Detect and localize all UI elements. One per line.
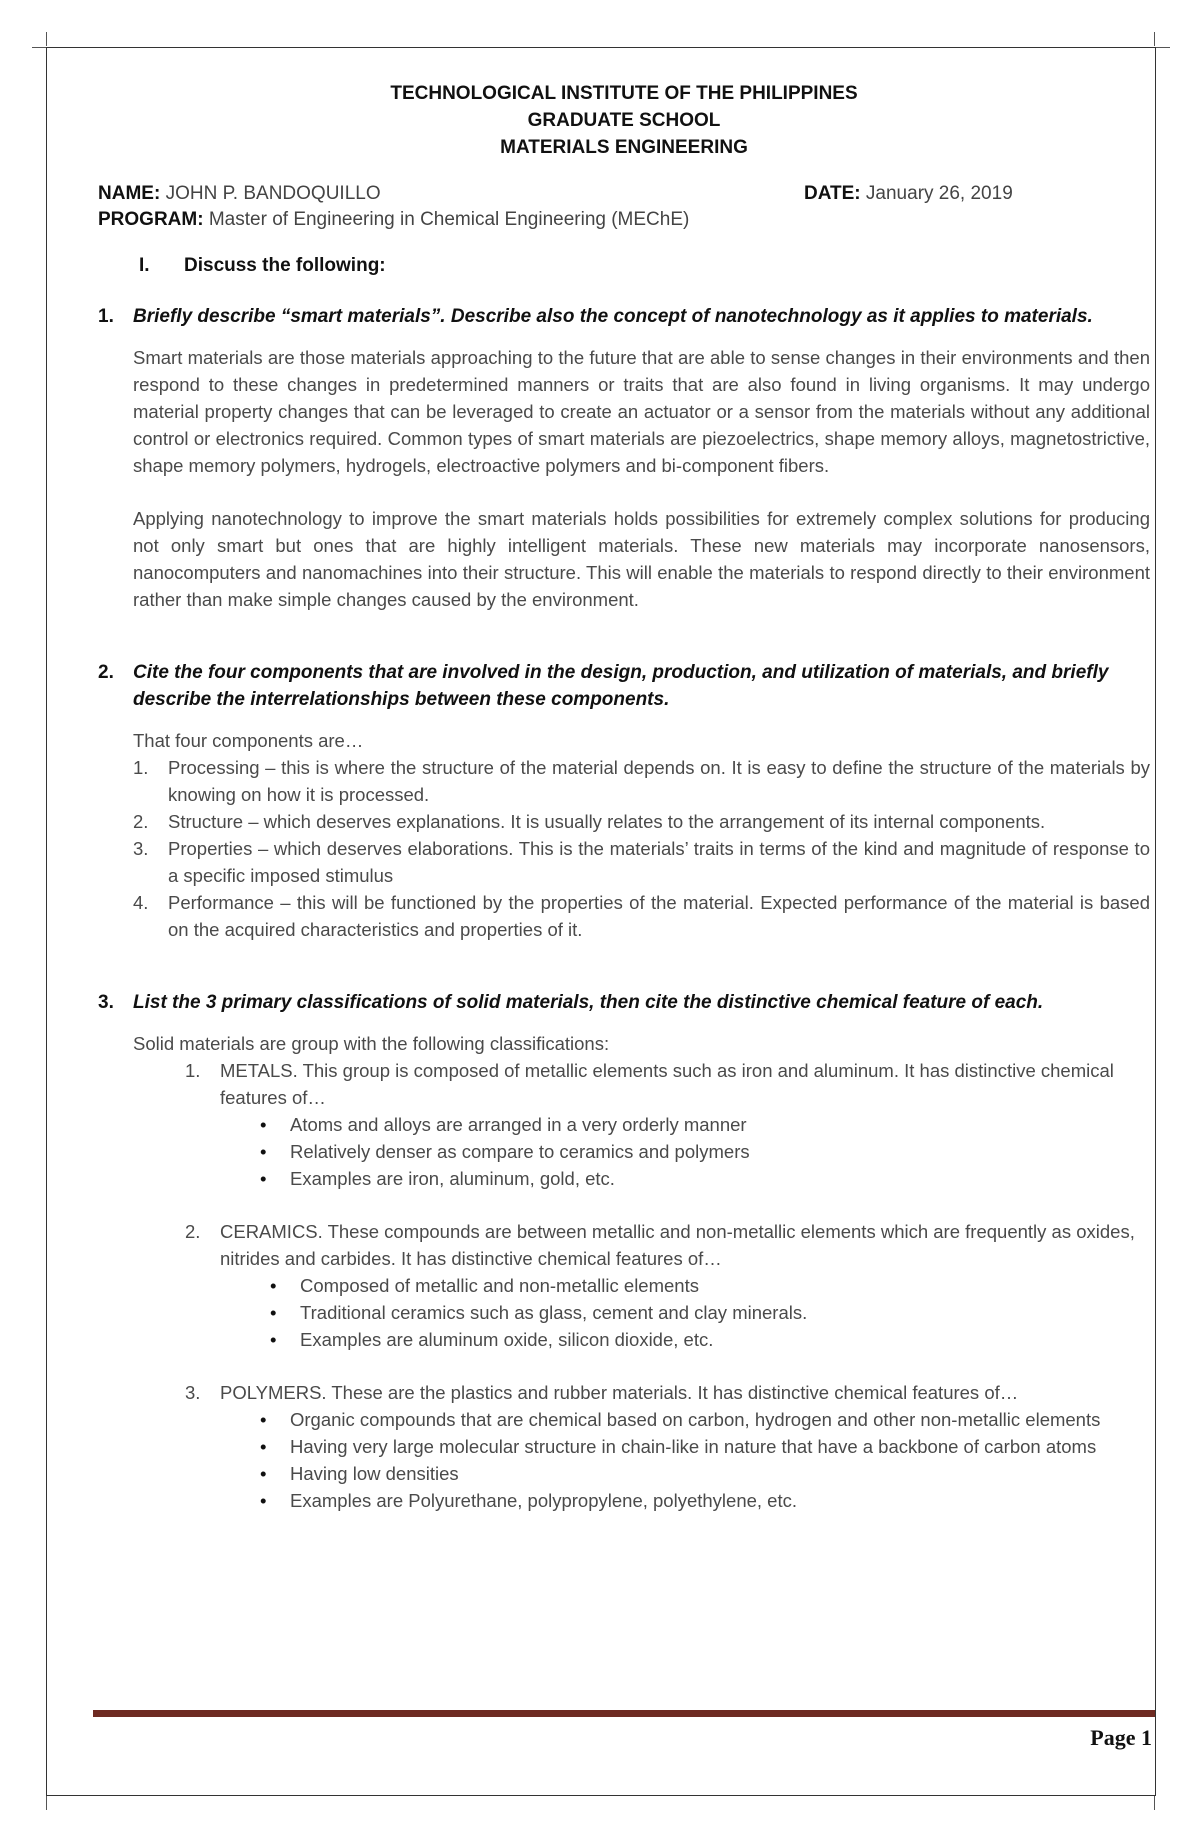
question-text: Briefly describe “smart materials”. Describe also the concept of nanotechnology as it applies to materials. [133,306,1093,327]
classification-polymers [185,1379,1150,1514]
name-value: JOHN P. BANDOQUILLO [165,183,381,204]
date-value: January 26, 2019 [865,183,1013,204]
list-number: 3. [185,1382,201,1403]
name-label: NAME: [98,183,161,204]
classification-metals [185,1057,1150,1192]
date-label: DATE: [804,183,861,204]
classification-text: POLYMERS. These are the plastics and rubber materials. It has distinctive chemical features of… [220,1382,1019,1403]
list-item [133,808,1150,835]
list-item [133,889,1150,943]
course-name: MATERIALS ENGINEERING [500,137,748,158]
list-text: Properties – which deserves elaborations. This is the materials’ traits in terms of the kind and magnitude of response to a specific imposed stimulus [168,838,1150,886]
crop-mark [46,1796,47,1810]
section-title: Discuss the following: [184,255,386,276]
student-info [98,181,1150,233]
bullet-item: • Organic compounds that are chemical based on carbon, hydrogen and other non-metallic elements [290,1406,1150,1433]
crop-mark [32,47,46,48]
answer-intro: Solid materials are group with the following classifications: [133,1033,610,1054]
school-name: GRADUATE SCHOOL [527,110,721,131]
bullet-item: • Having very large molecular structure in chain-like in nature that have a backbone of carbon atoms [290,1433,1150,1460]
list-number: 2. [185,1221,201,1242]
question-number: 2. [98,662,114,683]
crop-mark [1154,32,1155,46]
list-text: Performance – this will be functioned by the properties of the material. Expected performance of the material is based on the acquired characteristics and properties of it. [168,892,1150,940]
list-number: 1. [133,757,149,778]
list-number: 2. [133,811,149,832]
list-text: Structure – which deserves explanations. It is usually relates to the arrangement of its internal components. [168,811,1046,832]
document-header [98,80,1150,161]
question-3 [98,989,1150,1016]
list-text: Processing – this is where the structure of the material depends on. It is easy to define the structure of the materials by knowing on how it is processed. [168,757,1150,805]
bullet-item: • Examples are Polyurethane, polypropylene, polyethylene, etc. [290,1487,1150,1514]
classification-text: CERAMICS. These compounds are between metallic and non-metallic elements which are frequently as oxides, nitrides and carbides. It has distinctive chemical features of… [220,1221,1135,1269]
program-label: PROGRAM: [98,209,204,230]
classification-ceramics [185,1218,1150,1353]
answer-paragraph: Applying nanotechnology to improve the smart materials holds possibilities for extremely complex solutions for producing not only smart but ones that are highly intelligent materials. These new materials may incorporate nanosensors, nanocomputers and nanomachines into their structure. This will enable the materials to respond directly to their environment rather than make simple changes caused by the environment. [133,508,1150,610]
crop-mark [46,32,47,46]
bullet-item: • Composed of metallic and non-metallic elements [300,1272,1150,1299]
list-item [133,754,1150,808]
list-number: 3. [133,838,149,859]
list-number: 1. [185,1060,201,1081]
question-1 [98,303,1150,330]
question-text: Cite the four components that are involved in the design, production, and utilization of materials, and briefly describe the interrelationships between these components. [133,662,1109,710]
institution-name: TECHNOLOGICAL INSTITUTE OF THE PHILIPPINES [390,83,858,104]
bullet-item: • Examples are aluminum oxide, silicon dioxide, etc. [300,1326,1150,1353]
answer-paragraph: Smart materials are those materials approaching to the future that are able to sense changes in their environments and then respond to these changes in predetermined manners or traits that are also found in living organisms. It may undergo material property changes that can be leveraged to create an actuator or a sensor from the materials without any additional control or electronics required. Common types of smart materials are piezoelectrics, shape memory alloys, magnetostrictive, shape memory polymers, hydrogels, electroactive polymers and bi-component fibers. [133,347,1150,476]
classification-text: METALS. This group is composed of metallic elements such as iron and aluminum. It has distinctive chemical features of… [220,1060,1114,1108]
classification-list [185,1057,1150,1514]
list-item [133,835,1150,889]
page-number: Page 1 [1090,1725,1152,1750]
crop-mark [1156,47,1170,48]
bullet-item: • Relatively denser as compare to ceramics and polymers [290,1138,1150,1165]
question-number: 3. [98,992,114,1013]
bullet-item: • Atoms and alloys are arranged in a very orderly manner [290,1111,1150,1138]
section-numeral: I. [139,255,150,276]
bullet-item: • Examples are iron, aluminum, gold, etc. [290,1165,1150,1192]
answer-intro: That four components are… [133,730,364,751]
program-value: Master of Engineering in Chemical Engineering (MEChE) [208,209,690,230]
question-text: List the 3 primary classifications of solid materials, then cite the distinctive chemical feature of each. [133,992,1044,1013]
footer-rule [93,1710,1155,1717]
question-number: 1. [98,306,114,327]
bullet-item: • Having low densities [290,1460,1150,1487]
component-list [133,754,1150,943]
document-body [98,80,1150,1514]
section-heading [98,255,1150,277]
bullet-item: • Traditional ceramics such as glass, cement and clay minerals. [300,1299,1150,1326]
question-2 [98,659,1150,713]
list-number: 4. [133,892,149,913]
crop-mark [1154,1796,1155,1810]
